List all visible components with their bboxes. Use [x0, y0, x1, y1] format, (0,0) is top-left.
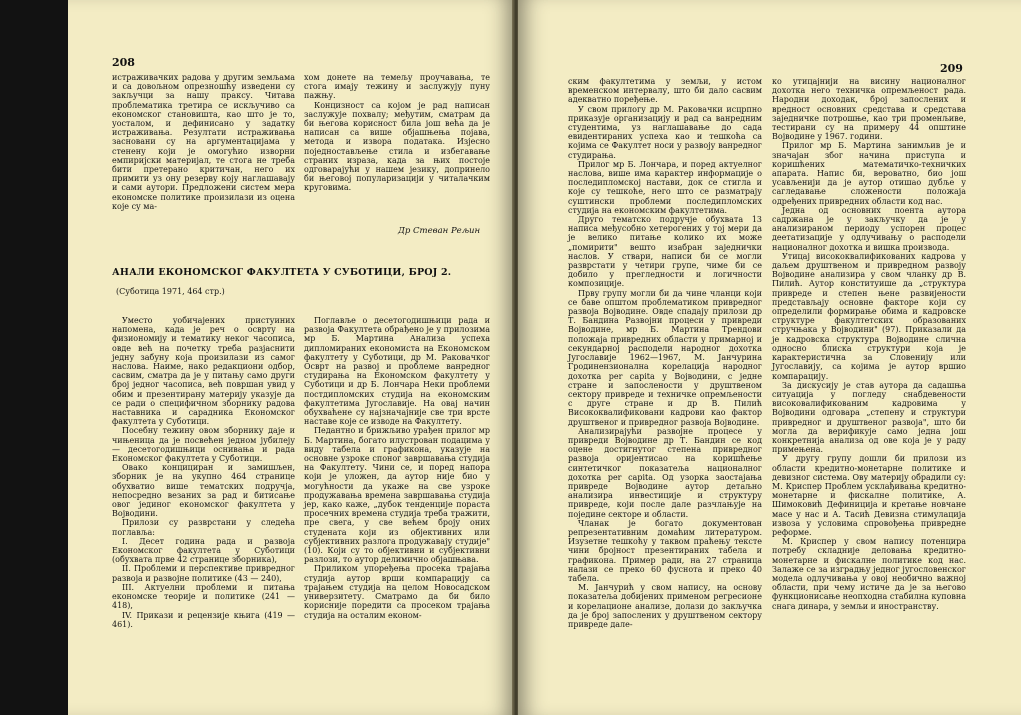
- paragraph: М. Криспер у свом напису потенцира потребу складније деловања кредитно-монетарне и фискалне политике код нас. Залаже се за изградњу једног југословенског модела одлучивања у овој необично важној области, при чему истиче да је за његово функционисање неопходна стабилна куповна снага динара, у земљи и иностранству.: [772, 537, 966, 611]
- article-title: АНАЛИ ЕКОНОМСКОГ ФАКУЛТЕТА У СУБОТИЦИ, БРОЈ 2.: [112, 267, 452, 278]
- article-subtitle: (Суботица 1971, 464 стр.): [116, 287, 225, 296]
- paragraph: Концизност са којом је рад написан заслужује похвалу; међутим, сматрам да би његова корисност била још већа да је написан са више објашњења појава, метода и извора података. Изјесно поједностављење стила и избегавање страних израза, када за њих постоје одговарајући у нашем језику, допринело би његовој популаризацији у читалачким круговима.: [304, 100, 490, 193]
- article-column-3: [568, 77, 762, 629]
- review-signature: Др Стеван Рељин: [398, 226, 481, 236]
- paragraph: Педантно и брижљиво урађен прилог мр Б. Мартина, богато илустрован подацима у виду табела и графикона, указује на основне узроке споног завршавања студија на Факултету. Чини се, и поред напора који је уложен, да аутор није био у могућности да укаже на све узроке продужавања времена завршавања студија јер, како каже, „дубок тенденције пораста просечних времена студија треба тражити, пре свега, у све већем броју оних студената који из објективних или субјективних разлога продужавају студије" (10). Који су то објективни и субјективни разлози, то аутор делимично објашњава.: [304, 426, 490, 565]
- article-column-4: [772, 77, 966, 611]
- paragraph: Приликом упоређења просека трајања студија аутор врши компарацију са трајањем студија на целом Новосадском универзитету. Сматрамо да би било корисније поредити са просеком трајања студија на осталим економ-: [304, 564, 490, 620]
- section-list-item: I. Десет година рада и развоја Економског факултета у Суботици (обухвата прве 42 странице зборника),: [112, 536, 295, 565]
- paragraph: Прилог мр Б. Мартина занимљив је и значајан због начина приступа и коришћених математичко-техничких апарата. Напис би, вероватно, био још усављенији да је аутор отишао дубље у сагледавање сложености положаја одређених привредних области код нас.: [772, 141, 966, 206]
- review-end-column-1: [112, 73, 295, 211]
- paragraph: Прилог мр Б. Лончара, и поред актуелног наслова, више има карактер информације о последипломској настави, док се стигла и које су тешкоће, него што се разматрају суштински проблеми последипломских студија на економским факултетима.: [568, 159, 762, 215]
- paragraph: М. Јанчурић у свом напису, на основу показатеља добијених применом регресионе и корелационе анализе, долази до закључка да је број запослених у друштвеном сектору привреде дале-: [568, 583, 762, 629]
- section-list-item: IV. Прикази и рецензије књига (419 —461).: [112, 610, 295, 629]
- paragraph: ским факултетима у земљи, у истом временском интервалу, што би дало сасвим адекватно поређење.: [568, 77, 762, 105]
- article-column-2: [304, 316, 490, 620]
- paragraph: Прилози су разврстани у следећа поглавља:: [112, 518, 295, 537]
- paragraph: Прву групу могли би да чине чланци који се баве општом проблематиком привредног развоја Војводине. Овде спадају прилози др Т. Бандина Развојни процеси у привреди Војводине, мр Б. Мартина Трендови положаја привредних области у примарној и секундарној расподели народног дохотка Југославије 1962—1967, М. Јанчурина Гродинензионална корелација народног дохотка per capita у Војводини, с једне стране и запослености у друштвеном сектору привреде и техничке опремљености с друге стране и др В. Пилић Висококвалификовани кадрови као фактор друштвеног и привредног развоја Војводине.: [568, 288, 762, 427]
- paragraph: Посебну тежину овом зборнику даје и чињеница да је посвећен једном јубилеју — десетогодишњици оснивања и рада Економског факултета у Суботици.: [112, 426, 295, 464]
- paragraph: Чланак је богато документован репрезентативним домаћим литературом. Изузетне тешкоћу у таквом праћењу тексте чини бројност презентираних табела и графикона. Пример ради, на 27 страница налази се преко 60 фуснота и преко 40 табела.: [568, 518, 762, 583]
- left-page: [68, 0, 514, 715]
- page-number: 209: [940, 62, 963, 75]
- section-list-item: II. Проблеми и перспективе привредног развоја и развојне политике (43 — 240),: [112, 564, 295, 583]
- page-number: 208: [112, 56, 135, 69]
- paragraph: Једна од основних поента аутора садржана је у закључку да је у анализираном периоду успорен процес деетатизације у одлучивању о расподели националног дохотка и вишка производа.: [772, 205, 966, 252]
- paragraph: У другу групу дошли би прилози из области кредитно-монетарне политике и девизног система. Ову материју обрадили су: М. Криспер Проблем усклађивања кредитно-монетарне и фискалне политике, А. Шимоковић Дефиниција и кретање новчане масе у нас и А. Тасић Девизна стимулација извоза у условима спровођења привредне реформе.: [772, 454, 966, 537]
- section-list-item: III. Актуелни проблеми и питања економске теорије и политике (241 — 418),: [112, 582, 295, 611]
- paragraph: Анализирајући развојне процесе у привреди Војводине др Т. Бандин се код оцене достигнутог степена привредног развоја оријентисао на коришћење синтетичког показатеља националног дохотка per capita. Од узорка заостајања привреде Војводине аутор детаљно анализира инвестиције и структуру привреде, који после дале разчлањује на поједине секторе и области.: [568, 426, 762, 519]
- paragraph: истраживачких радова у другим земљама и са довољном опрезношћу изведени су закључци за нашу праксу. Читава проблематика третира се искључиво са економског становишта, као што је то, уосталом, и дефинисано у задатку истраживања. Резултати истраживања засновани су на аргументацијама у стенену који је омогућио изворни емпиријски материјал, те стога не треба бити претерано критичан, него их примити уз ону резерву коју наглашавају и сами аутори. Предложени систем мера економске политике произилази из оцена које су ма-: [112, 73, 295, 211]
- paragraph: Утицај висококвалификованих кадрова у даљем друштвеном и привредном развоју Војводине анализира у свом чланку др В. Пилић. Аутор конституише да „структура привреде и степен њене развијености представљају основне факторе који су определили формирање обима и кадровске структуре факултетских образованих стручњака у Војводини" (97). Приказали да је кадровска структура Војводине слична односно блиска структури која је карактеристична за Словенију или Југославију, са којима је аутор вршио компарацију.: [772, 251, 966, 381]
- paragraph: Овако концициран и замишљен, зборник је на укупно 464 странице обухватио више тематских подручја, непосредно везаних за рад и битисање овог јединог економског факултета у Војводини.: [112, 463, 295, 519]
- paragraph: хом донете на темељу проучавања, те стога имају тежину и заслужују пуну пажњу.: [304, 73, 490, 101]
- article-column-1: [112, 316, 295, 629]
- paragraph: ко утицајнији на висину националног дохотка него техничка опремљеност рада. Народни доходак, број запослених и вредност основних средстава и средстава заједничке потрошње, као три променљиве, тестирани су на примеру 44 општине Војводине у 1967. години.: [772, 77, 966, 142]
- right-page: [518, 0, 1021, 715]
- paragraph: За дискусију је став аутора да садашња ситуација у погледу снабдевености високовалификованим кадровима у Војводини одговара „степену и структури привредног и друштвеног развоја", што би могла да верификује само једна још конкретнија анализа од ове која је у раду примењена.: [772, 380, 966, 455]
- review-end-column-2: [304, 73, 490, 193]
- paragraph: Уместо уобичајених пристуиних напомена, када је реч о осврту на физиономију и тематику неког часописа, овде већ на почетку треба разјаснити једну забуну која произилази из самог наслова. Наиме, нако редакциони одбор, сасвим, сматра да је у питању само други број једног часописа, већ површан увид у обим и презентирану материју указује да се ради о специфичном зборнику радова наставника и сарадника Економског факултета у Суботици.: [112, 316, 295, 427]
- paragraph: Поглавље о десетогодишњици рада и развоја Факултета обрађено је у прилозима мр Б. Мартина Анализа успеха дипломираних економиста на Економском факултету у Суботици, др М. Раковачког Осврт на развој и проблеме ванредног студирања на Економском факултету у Суботици и др Б. Лончара Неки проблеми постдипломских студија на економским факултетима Југославије. На овај начин обухваћене су најзначајније све три врсте наставе које се изводе на Факултету.: [304, 316, 490, 427]
- paragraph: У свом прилогу др М. Раковачки исцрпно приказује организацију и рад са ванредним студентима, уз наглашавање до сада евидентираних успеха као и тешкоћа са којима се Факултет носи у развоју ванредног студирања.: [568, 104, 762, 160]
- paragraph: Друго тематско подручје обухвата 13 написа међусобно хетерогених у тој мери да је велико питање колико их може „помирити" вешто изабран заједнички наслов. У ствари, написи би се могли разврстати у четири групе, чиме би се добило у прегледности и логичности композиције.: [568, 215, 762, 289]
